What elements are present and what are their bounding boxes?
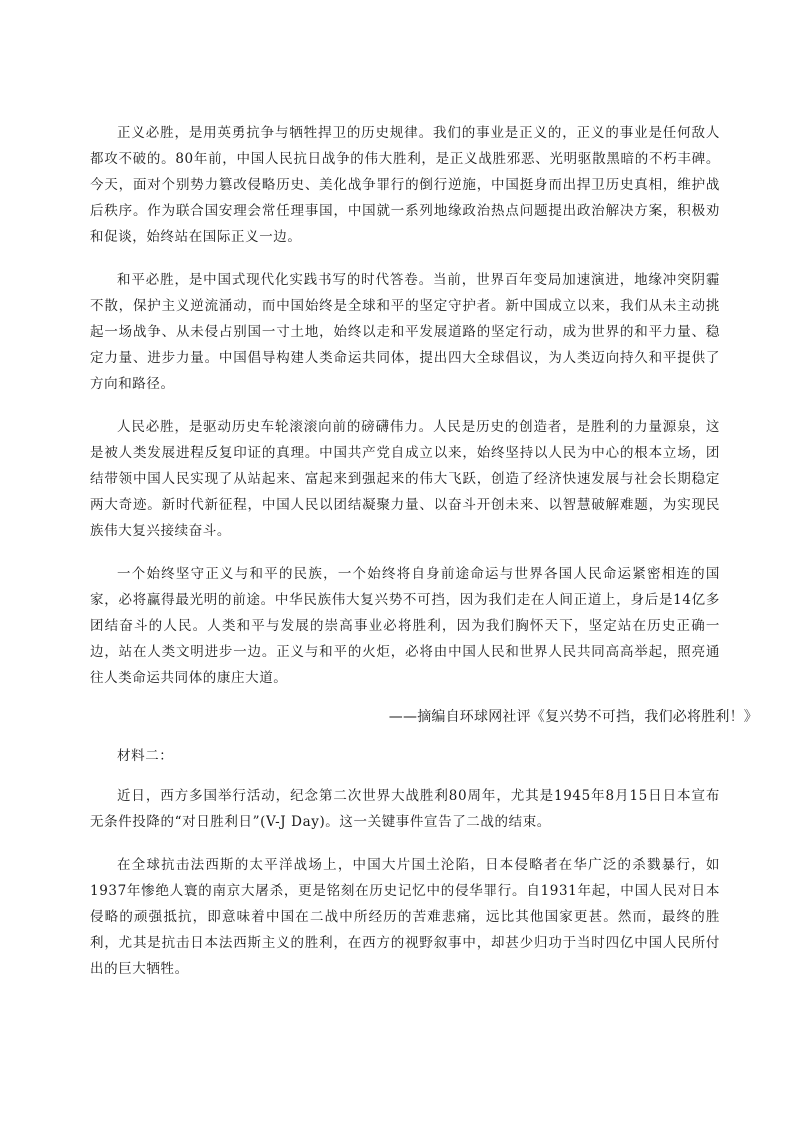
material1-paragraph-1: 正义必胜，是用英勇抗争与牺牲捍卫的历史规律。我们的事业是正义的，正义的事业是任何敌人都攻不破的。80年前，中国人民抗日战争的伟大胜利，是正义战胜邪恶、光明驱散黑暗的不朽丰碑。今天，面对个别势力篡改侵略历史、美化战争罪行的倒行逆施，中国挺身而出捍卫历史真相，维护战后秩序。作为联合国安理会常任理事国，中国就一系列地缘政治热点问题提出政治解决方案，积极劝和促谈，始终站在国际正义一边。 bbox=[90, 125, 720, 245]
material1-source-citation: ——摘编自环球网社评《复兴势不可挡，我们必将胜利！》 bbox=[388, 709, 758, 725]
material2-paragraph-2: 在全球抗击法西斯的太平洋战场上，中国大片国土沦陷，日本侵略者在华广泛的杀戮暴行，如1937年惨绝人寰的南京大屠杀，更是铭刻在历史记忆中的侵华罪行。自1931年起，中国人民对日本侵略的顽强抵抗，即意味着中国在二战中所经历的苦难悲痛，远比其他国家更甚。然而，最终的胜利，尤其是抗击日本法西斯主义的胜利，在西方的视野叙事中，却甚少归功于当时四亿中国人民所付出的巨大牺牲。 bbox=[90, 857, 720, 977]
document-page bbox=[90, 120, 758, 982]
material2-paragraph-1: 近日，西方多国举行活动，纪念第二次世界大战胜利80周年，尤其是1945年8月15日日本宣布无条件投降的“对日胜利日”(V-J Day)。这一关键事件宣告了二战的结束。 bbox=[90, 788, 720, 830]
material1-paragraph-2: 和平必胜，是中国式现代化实践书写的时代答卷。当前，世界百年变局加速演进，地缘冲突阴霾不散，保护主义逆流涌动，而中国始终是全球和平的坚定守护者。新中国成立以来，我们从未主动挑起一场战争、从未侵占别国一寸土地，始终以走和平发展道路的坚定行动，成为世界的和平力量、稳定力量、进步力量。中国倡导构建人类命运共同体，提出四大全球倡议，为人类迈向持久和平提供了方向和路径。 bbox=[90, 272, 720, 392]
material2-label: 材料二： bbox=[117, 748, 174, 764]
material1-paragraph-4: 一个始终坚守正义与和平的民族，一个始终将自身前途命运与世界各国人民命运紧密相连的国家，必将赢得最光明的前途。中华民族伟大复兴势不可挡，因为我们走在人间正道上，身后是14亿多团结奋斗的人民。人类和平与发展的崇高事业必将胜利，因为我们胸怀天下，坚定站在历史正确一边，站在人类文明进步一边。正义与和平的火炬，必将由中国人民和世界人民共同高高举起，照亮通往人类命运共同体的康庄大道。 bbox=[90, 566, 720, 686]
material1-paragraph-3: 人民必胜，是驱动历史车轮滚滚向前的磅礴伟力。人民是历史的创造者，是胜利的力量源泉，这是被人类发展进程反复印证的真理。中国共产党自成立以来，始终坚持以人民为中心的根本立场，团结带领中国人民实现了从站起来、富起来到强起来的伟大飞跃，创造了经济快速发展与社会长期稳定两大奇迹。新时代新征程，中国人民以团结凝聚力量、以奋斗开创未来、以智慧破解难题，为实现民族伟大复兴接续奋斗。 bbox=[90, 419, 720, 539]
